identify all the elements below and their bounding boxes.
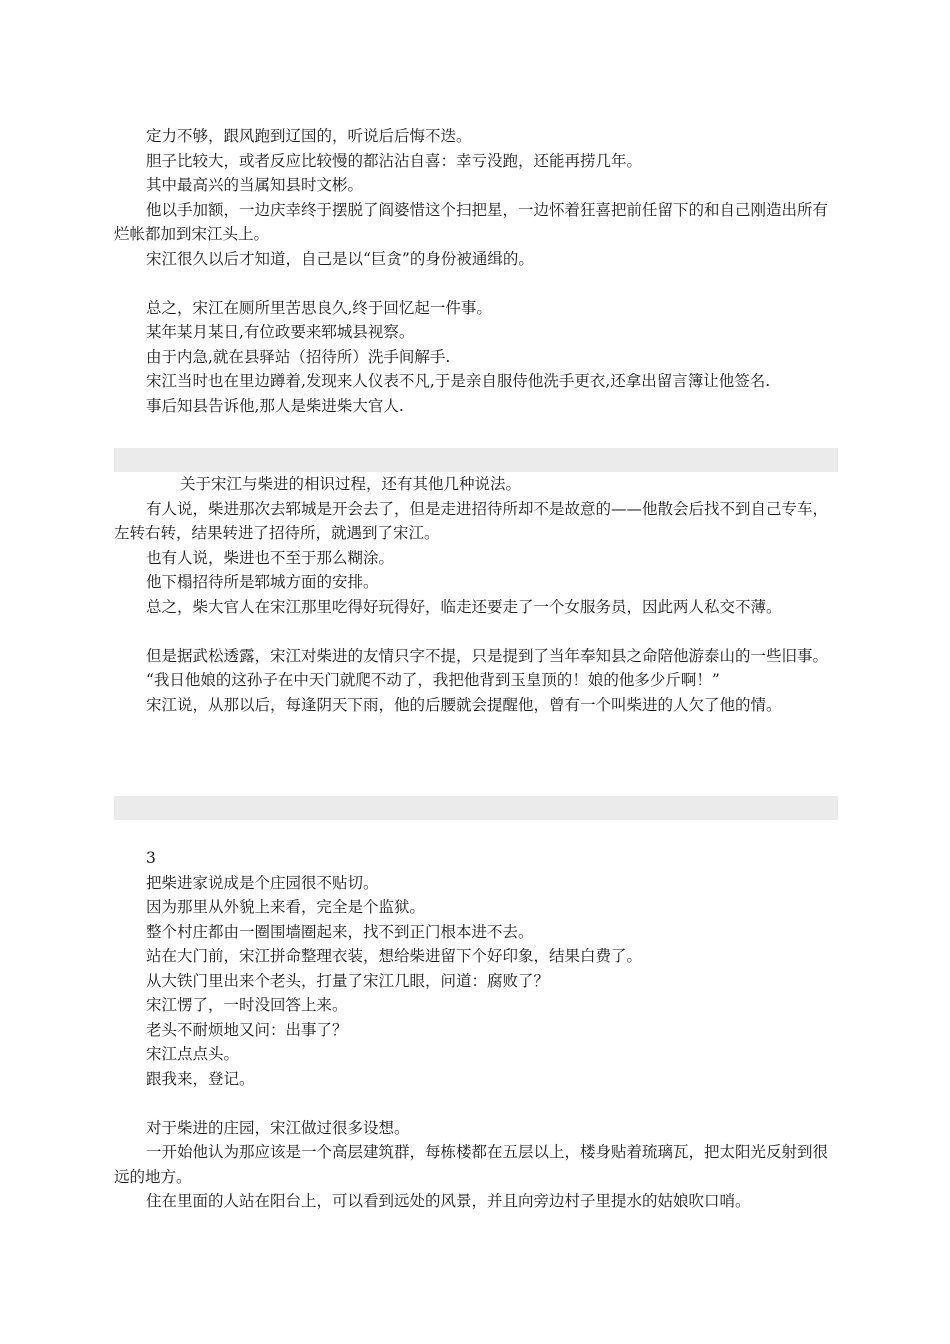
blank-line xyxy=(114,271,838,296)
paragraph: 定力不够，跟风跑到辽国的，听说后后悔不迭。 xyxy=(146,127,472,145)
section-separator xyxy=(114,796,838,820)
paragraph: 跟我来，登记。 xyxy=(146,1069,255,1088)
blank-line xyxy=(114,619,838,644)
paragraph: 因为那里从外貌上来看，完全是个监狱。 xyxy=(146,898,426,916)
paragraph: 整个村庄都由一圈围墙圈起来，找不到正门根本进不去。 xyxy=(146,922,534,941)
paragraph: 事后知县告诉他,那人是柴进柴大官人. xyxy=(146,396,404,415)
paragraph: 有人说，柴进那次去郓城是开会去了，但是走进招待所却不是故意的——他散会后找不到自己专车，左转右转，结果转进了招待所，就遇到了宋江。 xyxy=(114,499,829,542)
paragraph: 从大铁门里出来个老头，打量了宋江几眼，问道：腐败了？ xyxy=(146,971,550,990)
section-number: 3 xyxy=(146,849,156,867)
paragraph: 站在大门前，宋江拼命整理衣装，想给柴进留下个好印象，结果白费了。 xyxy=(146,947,643,965)
paragraph: 一开始他认为那应该是一个高层建筑群，每栋楼都在五层以上，楼身贴着琉璃瓦，把太阳光反射到很远的地方。 xyxy=(114,1143,829,1186)
paragraph: 把柴进家说成是个庄园很不贴切。 xyxy=(146,873,379,892)
section-1 xyxy=(114,124,838,418)
section-lead: 关于宋江与柴进的相识过程，还有其他几种说法。 xyxy=(180,475,522,493)
paragraph: 但是据武松透露，宋江对柴进的友情只字不提，只是提到了当年奉知县之命陪他游泰山的一些旧事。 xyxy=(146,646,829,665)
paragraph: 总之，柴大官人在宋江那里吃得好玩得好，临走还要走了一个女服务员，因此两人私交不薄。 xyxy=(146,597,782,616)
paragraph: 由于内急,就在县驿站（招待所）洗手间解手. xyxy=(146,347,451,366)
paragraph: 他以手加额，一边庆幸终于摆脱了阎婆惜这个扫把星，一边怀着狂喜把前任留下的和自己刚造出所有烂帐都加到宋江头上。 xyxy=(114,200,829,243)
section-separator xyxy=(114,448,838,472)
paragraph: 其中最高兴的当属知县时文彬。 xyxy=(146,176,364,194)
blank-line xyxy=(114,1091,838,1116)
paragraph: 某年某月某日,有位政要来郓城县视察。 xyxy=(146,323,415,341)
paragraph: 住在里面的人站在阳台上，可以看到远处的风景，并且向旁边村子里提水的姑娘吹口哨。 xyxy=(146,1192,751,1210)
paragraph: 宋江愣了，一时没回答上来。 xyxy=(146,996,348,1014)
section-3 xyxy=(114,846,838,1214)
paragraph: 也有人说，柴进也不至于那么糊涂。 xyxy=(146,548,395,567)
paragraph: 总之，宋江在厕所里苦思良久,终于回忆起一件事。 xyxy=(146,298,492,317)
paragraph: 胆子比较大，或者反应比较慢的都沾沾自喜：幸亏没跑，还能再捞几年。 xyxy=(146,151,643,170)
paragraph: 宋江说，从那以后，每逢阴天下雨，他的后腰就会提醒他，曾有一个叫柴进的人欠了他的情。 xyxy=(146,695,782,714)
paragraph: “我日他娘的这孙子在中天门就爬不动了，我把他背到玉皇顶的！娘的他多少斤啊！” xyxy=(146,671,720,689)
paragraph: 对于柴进的庄园，宋江做过很多设想。 xyxy=(146,1118,410,1137)
paragraph: 宋江当时也在里边蹲着,发现来人仪表不凡,于是亲自服侍他洗手更衣,还拿出留言簿让他签名. xyxy=(146,372,771,390)
paragraph: 老头不耐烦地又问：出事了？ xyxy=(146,1020,348,1039)
paragraph: 他下榻招待所是郓城方面的安排。 xyxy=(146,573,379,591)
paragraph: 宋江很久以后才知道，自己是以“巨贪”的身份被通缉的。 xyxy=(146,249,534,268)
paragraph: 宋江点点头。 xyxy=(146,1045,240,1063)
section-2 xyxy=(114,472,838,717)
